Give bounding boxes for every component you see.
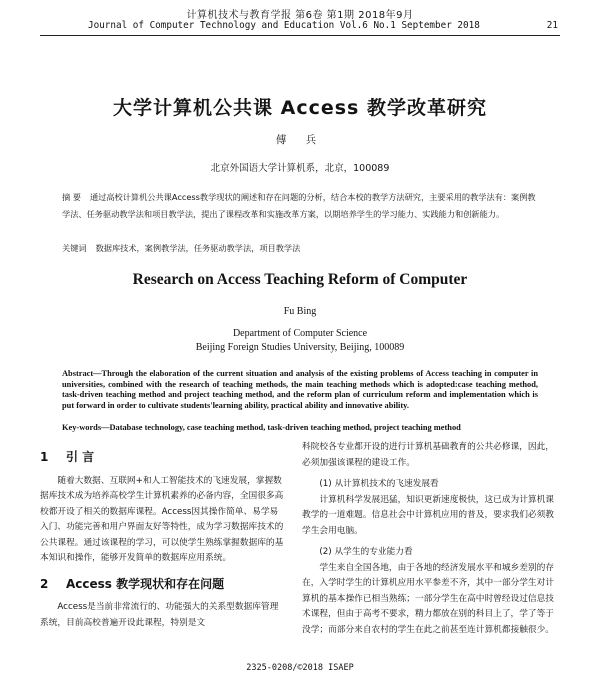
page-number: 21: [546, 20, 558, 31]
keywords-cn-text: 数据库技术，案例教学法，任务驱动教学法，项目教学法: [95, 243, 301, 253]
keywords-en: [62, 423, 542, 432]
journal-header-en: Journal of Computer Technology and Education Vol.6 No.1 September 2018: [88, 20, 480, 31]
journal-header-cn: 计算机技术与教育学报 第6卷 第1期 2018年9月: [186, 10, 414, 21]
keywords-cn-label: 关键词: [62, 243, 87, 253]
subsection-1-paragraph: 计算机科学发展迅猛，知识更新速度极快，这已成为计算机课教学的一道难题。信息社会中计算机应用的普及，要求我们必须教学生会用电脑。: [302, 494, 554, 536]
affiliation-cn: 北京外国语大学计算机系，北京，100089: [210, 163, 390, 174]
paper-title-en: Research on Access Teaching Reform of Computer: [132, 271, 468, 288]
continued-paragraph: 科院校各专业都开设的进行计算机基础教育的公共必修课，因此，必须加强该课程的建设工作。: [302, 442, 554, 468]
abstract-cn: [62, 189, 542, 223]
section-2-heading: [40, 577, 285, 593]
keywords-en-label: Key-words: [62, 423, 102, 432]
section-1-number: 1: [40, 450, 49, 464]
abstract-cn-label: 摘 要: [62, 192, 81, 202]
copyright-footer: 2325-0208/©2018 ISAEP: [246, 663, 354, 673]
subsection-2-paragraph: 学生来自全国各地，由于各地的经济发展水平和城乡差别的存在，入学时学生的计算机应用水平参差不齐，其中一部分学生对计算机的基本操作已相当熟练；一部分学生在高中时曾经设过信息技术课程，但由于高考不要求，精力都放在别的科目上了，学了等于没学；而部分来自农村的学生在此之前甚至连计算机都接触很少。: [302, 562, 554, 635]
section-2-paragraph: Access是当前非常流行的、功能强大的关系型数据库管理系统，目前高校普遍开设此课程，特别是文: [40, 602, 279, 628]
journal-header-row: [88, 20, 558, 34]
abstract-en-label: Abstract: [62, 369, 94, 378]
header-rule: [40, 35, 560, 36]
affiliation-en: [0, 327, 600, 355]
keywords-cn: [62, 243, 542, 254]
section-1-title: 引 言: [66, 450, 95, 464]
section-2-number: 2: [40, 576, 49, 591]
subsection-2-heading: (2) 从学生的专业能力看: [319, 547, 413, 557]
right-column: [302, 440, 560, 638]
affiliation-en-line2: Beijing Foreign Studies University, Beijing, 100089: [195, 342, 405, 353]
abstract-en: [62, 369, 538, 411]
author-cn: 傅 兵: [275, 134, 325, 146]
affiliation-en-line1: Department of Computer Science: [232, 328, 368, 339]
paper-title-cn: 大学计算机公共课 Access 教学改革研究: [113, 97, 487, 119]
section-2-title: Access 教学现状和存在问题: [66, 576, 225, 591]
section-1-heading: [40, 450, 285, 466]
abstract-en-text: —Through the elaboration of the current situation and analysis of the existing problems of Access teaching in computer in universities, combined with the research of teaching methods, the main teaching methods which is adopted:case teaching method, task-driven teaching method and project teaching method, and the reform plan of curriculum reform and implementation which is put forward in order to cultivate students'learning ability, practical ability and innovative ability.: [62, 369, 538, 410]
abstract-cn-text: 通过高校计算机公共课Access教学现状的阐述和存在问题的分析，结合本校的教学方法研究，主要采用的教学法有：案例教学法、任务驱动教学法和项目教学法，提出了课程改革和实施改革方案，以期培养学生的学习能力、实践能力和创新能力。: [62, 192, 536, 219]
left-column: [40, 450, 285, 631]
author-en: Fu Bing: [283, 306, 317, 317]
subsection-1-heading: (1) 从计算机技术的飞速发展看: [319, 479, 439, 489]
keywords-en-text: —Database technology, case teaching method, task-driven teaching method, project teaching method: [101, 423, 461, 432]
section-1-paragraph: 随着大数据、互联网+和人工智能技术的飞速发展，掌握数据库技术成为培养高校学生计算机素养的必备内容，全国很多高校都开设了相关的数据库课程。Access因其操作简单、易学易入门、功能完善和用户界面友好等特性，成为学习数据库技术的公共课程。通过该课程的学习，可以使学生熟练掌握数据库的基本知识和操作，能够开发简单的数据库应用系统。: [40, 475, 284, 563]
